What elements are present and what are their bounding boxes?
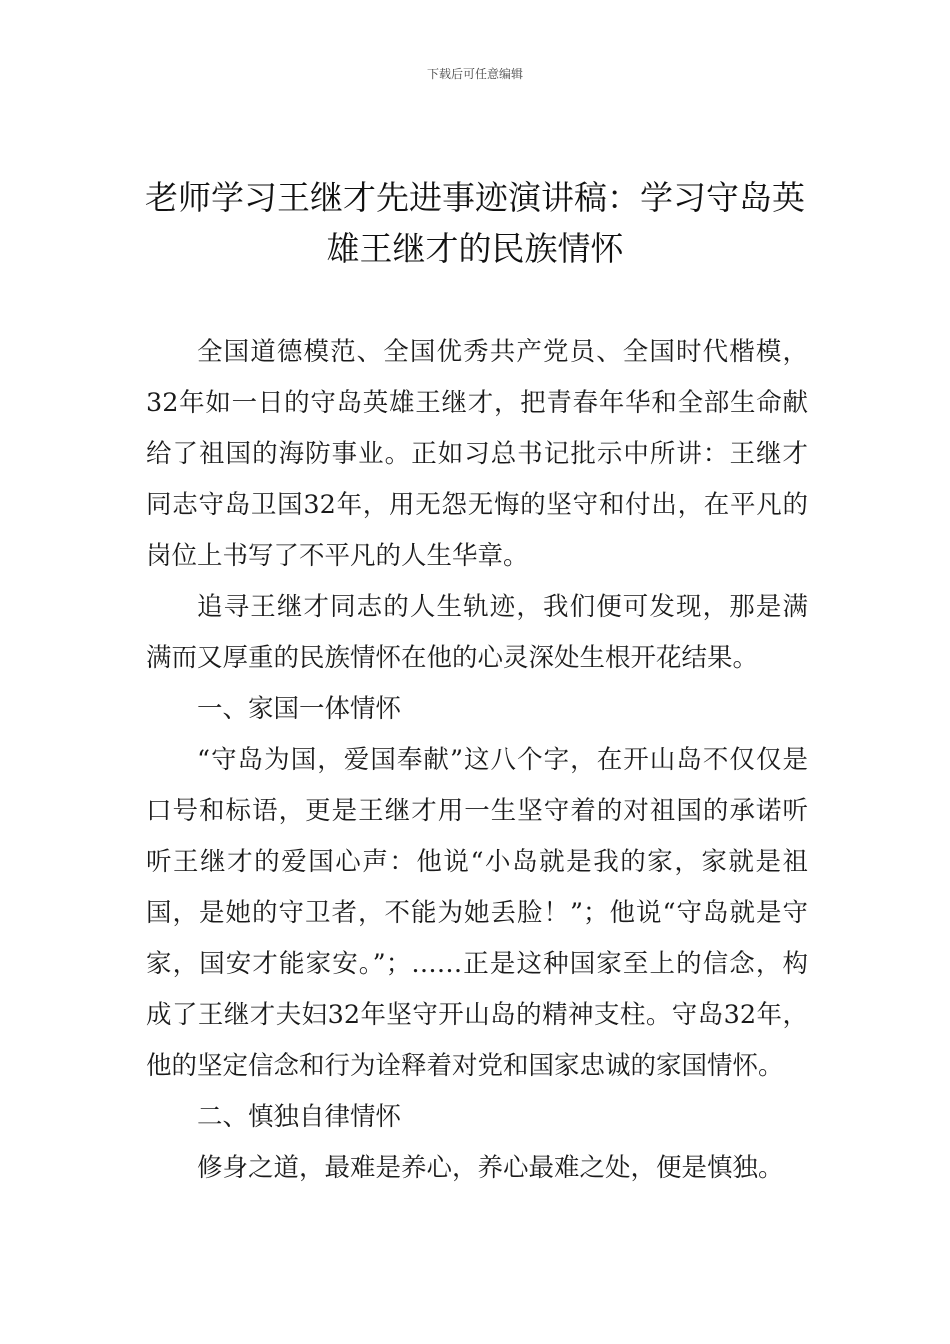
paragraph-patriotism: “守岛为国，爱国奉献”这八个字，在开山岛不仅仅是口号和标语，更是王继才用一生坚守着的对祖国的承诺听听王继才的爱国心声：他说“小岛就是我的家，家就是祖国，是她的守卫者，不能为她丢脸！”；他说“守岛就是守家，国安才能家安。”；……正是这种国家至上的信念，构成了王继才夫妇32年坚守开山岛的精神支柱。守岛32年，他的坚定信念和行为诠释着对党和国家忠诚的家国情怀。 [146, 745, 808, 1081]
section-heading-1: 一、家国一体情怀 [197, 694, 402, 724]
document-title: 老师学习王继才先进事迹演讲稿：学习守岛英雄王继才的民族情怀 [145, 178, 805, 268]
document-body [146, 327, 808, 1194]
paragraph-intro: 全国道德模范、全国优秀共产党员、全国时代楷模，32年如一日的守岛英雄王继才，把青春年华和全部生命献给了祖国的海防事业。正如习总书记批示中所讲：王继才同志守岛卫国32年，用无怨无悔的坚守和付出，在平凡的岗位上书写了不平凡的人生华章。 [146, 337, 808, 571]
section-heading-2: 二、慎独自律情怀 [197, 1102, 402, 1132]
header-note: 下载后可任意编辑 [426, 67, 523, 81]
paragraph-self-discipline: 修身之道，最难是养心，养心最难之处，便是慎独。 [197, 1153, 784, 1183]
paragraph-trajectory: 追寻王继才同志的人生轨迹，我们便可发现，那是满满而又厚重的民族情怀在他的心灵深处生根开花结果。 [146, 592, 808, 673]
